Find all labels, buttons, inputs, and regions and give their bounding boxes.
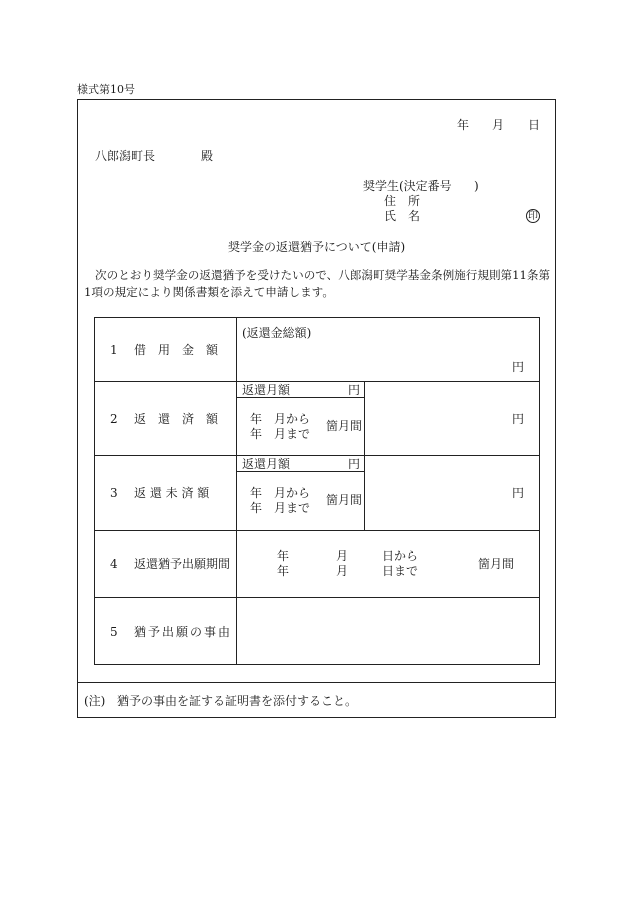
row-4-months: 箇月間 [478,557,515,571]
row-2-months: 箇月間 [326,419,363,433]
row-2-monthly-unit: 円 [348,383,361,397]
row-2-from: 年 月から [250,412,311,426]
row-3-label: 返 還 未 済 額 [134,486,210,500]
note-text: 猶予の事由を証する証明書を添付すること。 [117,694,358,708]
row-1-number: 1 [110,343,118,357]
row-4-year-from: 年 [277,549,290,563]
row-2-monthly-label: 返還月額 [242,383,291,397]
date-month: 月 [492,118,505,132]
row-4-label: 返還猶予出願期間 [134,557,231,571]
row-3-unit: 円 [512,486,525,500]
date-year: 年 [457,118,470,132]
address-label: 住 所 [384,194,421,208]
row-2-number: 2 [110,412,118,426]
row-3-monthly-label: 返還月額 [242,457,291,471]
row-1-label: 借 用 金 額 [134,343,219,357]
row-2-to: 年 月まで [250,427,311,441]
row-4-number: 4 [110,557,118,571]
student-number-close: ) [474,179,479,193]
row-2-unit: 円 [512,412,525,426]
row-5-number: 5 [110,625,118,639]
form-heading: 奨学金の返還猶予について(申請) [228,240,406,254]
row-1-note: (返還金総額) [242,326,312,340]
note-prefix: (注) [84,694,106,708]
student-number-label: 奨学生(決定番号 [363,179,452,193]
row-3-to: 年 月まで [250,501,311,515]
row-4-month-to: 月 [336,564,349,578]
addressee-honorific: 殿 [201,149,214,163]
row-4-month-from: 月 [336,549,349,563]
row-3-from: 年 月から [250,486,311,500]
row-4-day-to: 日まで [382,564,419,578]
row-3-monthly-unit: 円 [348,457,361,471]
name-label: 氏 名 [384,209,421,223]
seal-mark: 印 [528,211,538,222]
body-line-1: 次のとおり奨学金の返還猶予を受けたいので、八郎潟町奨学基金条例施行規則第11条第 [95,268,551,282]
row-4-year-to: 年 [277,564,290,578]
body-line-2: 1項の規定により関係書類を添えて申請します。 [84,285,334,299]
form-number: 様式第10号 [77,83,135,96]
date-day: 日 [528,118,541,132]
row-2-label: 返 還 済 額 [134,412,219,426]
row-3-number: 3 [110,486,118,500]
row-1-unit: 円 [512,360,525,374]
row-4-day-from: 日から [382,549,419,563]
row-5-label: 猶予出願の事由 [134,625,233,639]
row-3-months: 箇月間 [326,493,363,507]
addressee-title: 八郎潟町長 [95,149,156,163]
